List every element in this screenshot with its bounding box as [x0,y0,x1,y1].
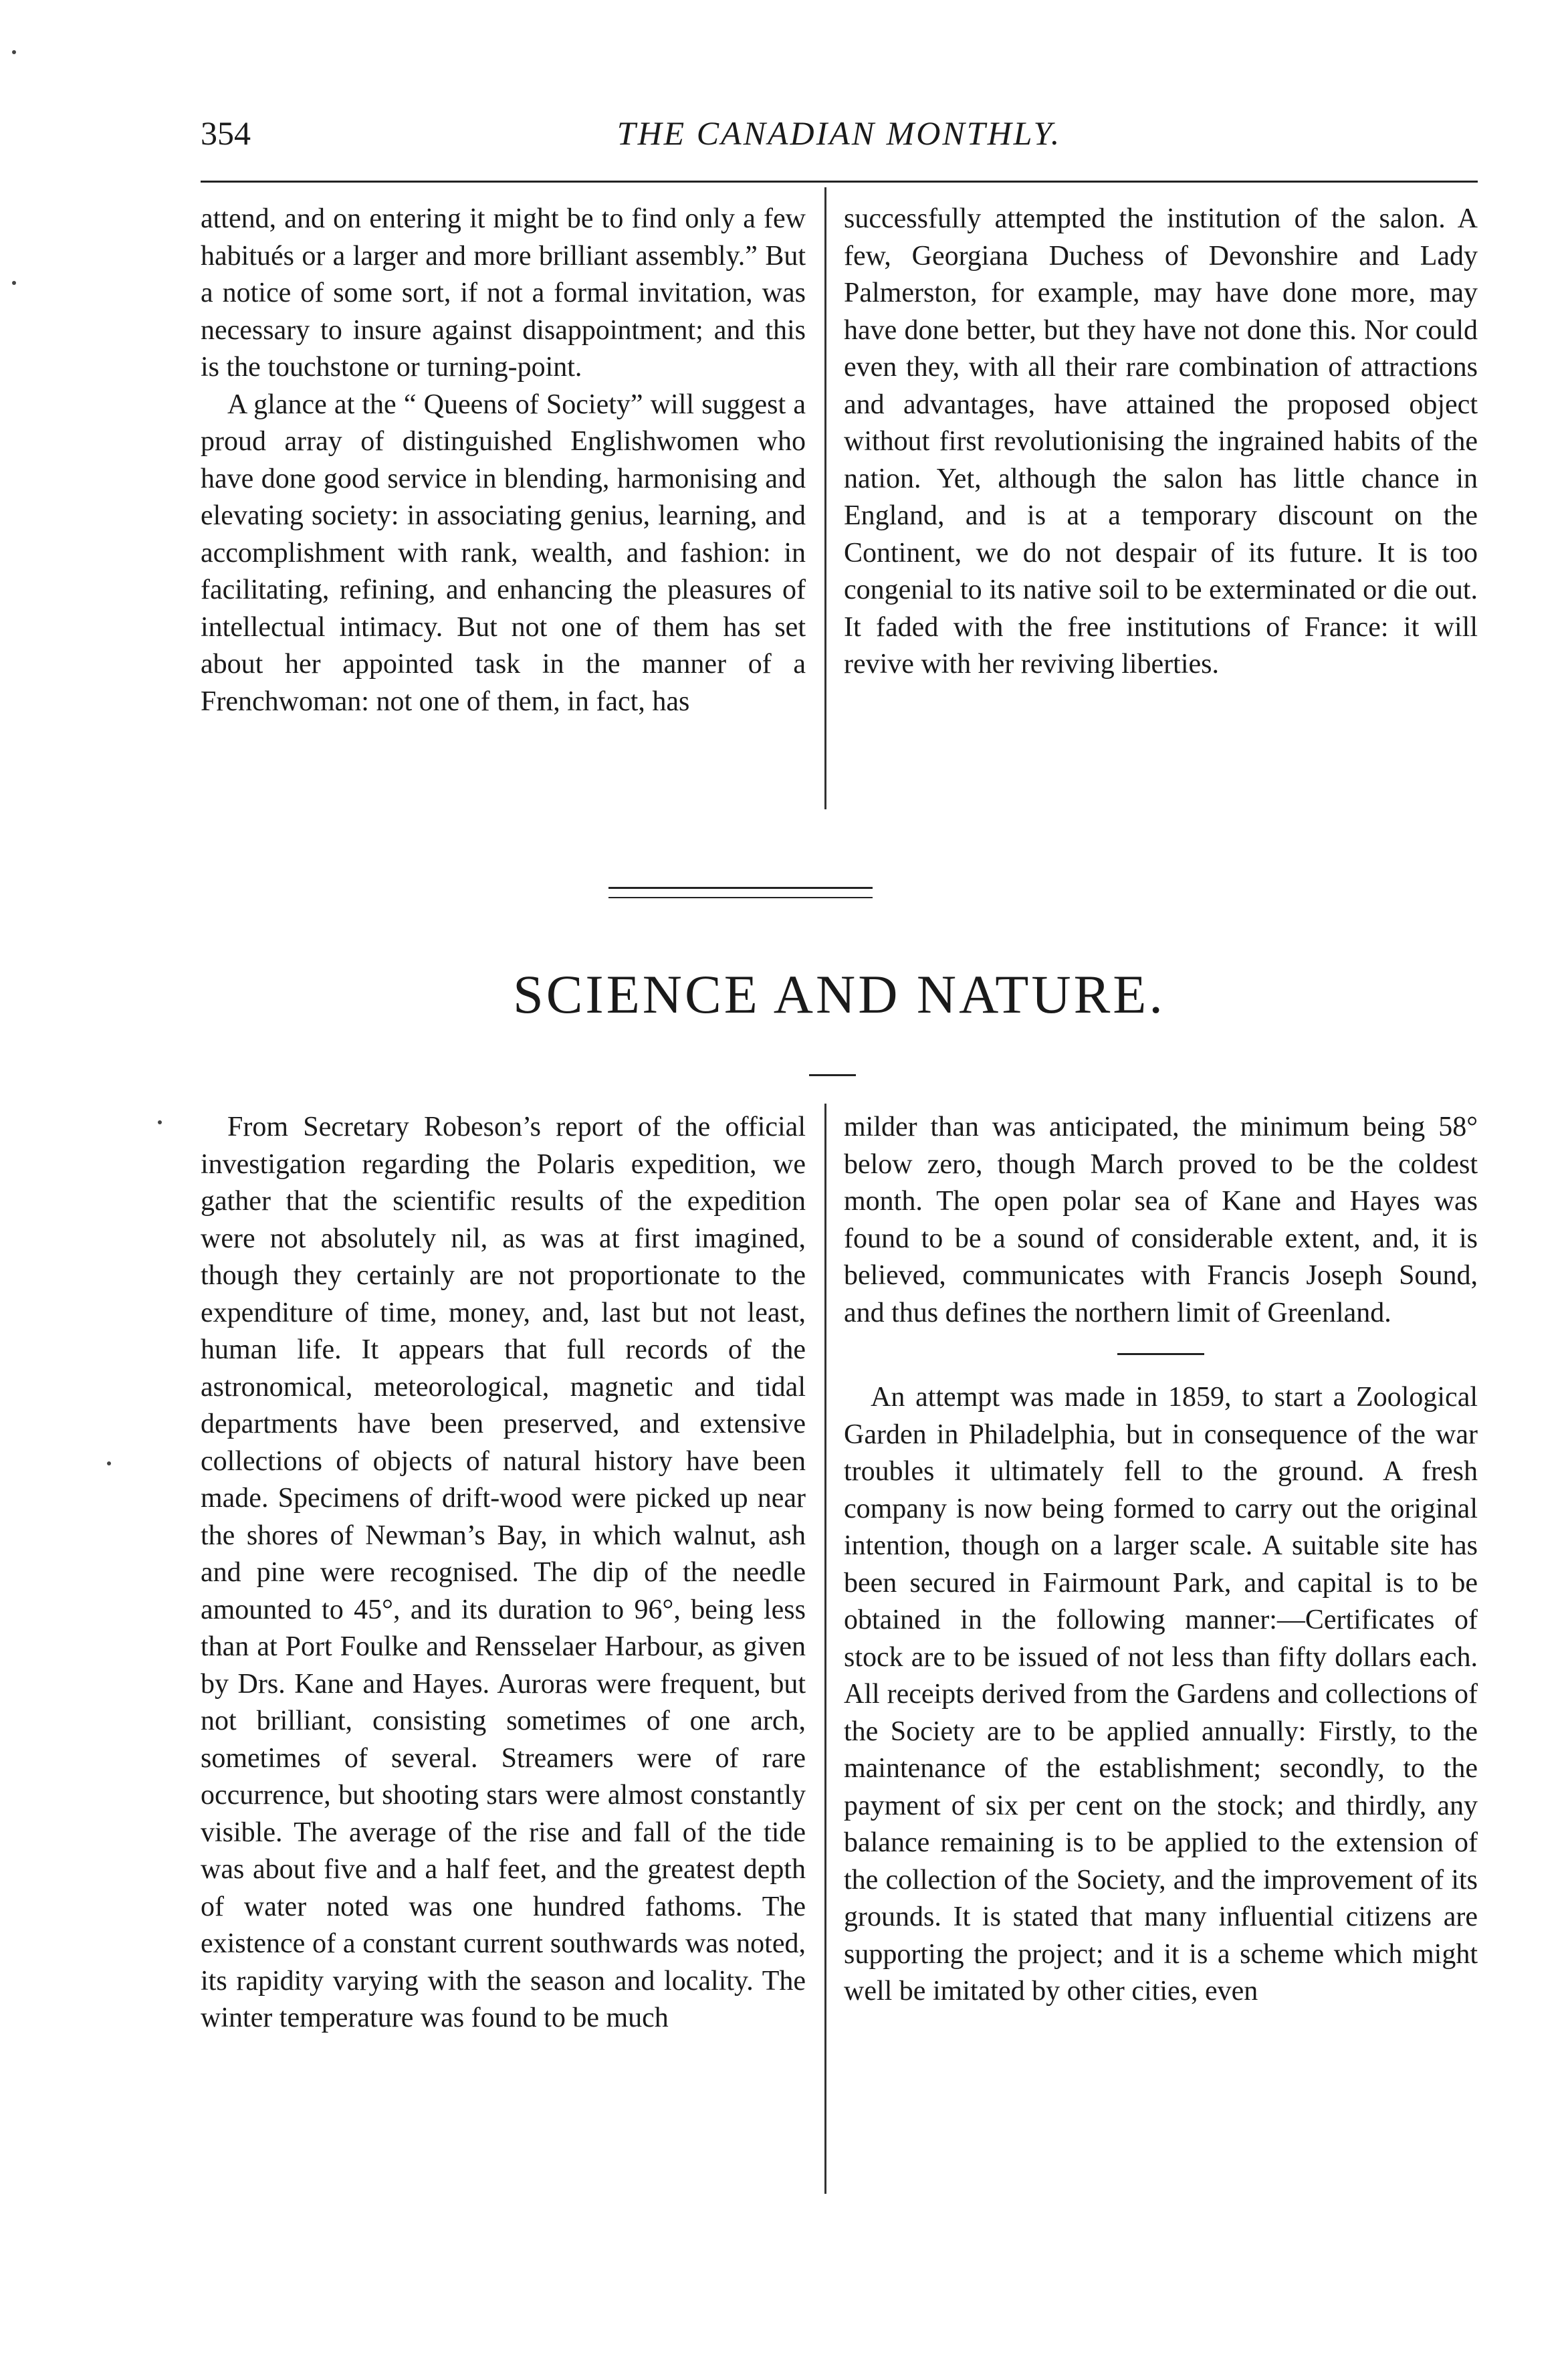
upper-column-rule [824,187,826,809]
page-number: 354 [201,114,251,152]
scan-mark [12,50,16,54]
scan-mark [12,281,16,285]
section-break-rule-bottom [608,897,873,898]
lower-left-column [201,1109,806,2037]
title-underline [809,1074,856,1076]
section-title: SCIENCE AND NATURE. [513,964,1165,1025]
running-head [201,114,1478,167]
upper-left-paragraph-2: A glance at the “ Queens of Society” will suggest a proud array of distinguished Englishwomen who have done good service in blending, harmonising and elevating society: in associating genius, learning, and accomplishment with rank, wealth, and fashion: in facilitating, refining, and enhancing the pleasures of intellectual intimacy. But not one of them has set about her appointed task in the manner of a Frenchwoman: not one of them, in fact, has [201,389,806,717]
header-rule [201,181,1478,183]
upper-left-paragraph-1: attend, and on entering it might be to find only a few habitués or a larger and more brilliant assembly.” But a notice of some sort, if not a formal invitation, was necessary to insure against disappointment; and this is the touchstone or turning-point. [201,203,806,383]
running-title: THE CANADIAN MONTHLY. [617,114,1062,152]
section-break-rule-top [608,887,873,889]
lower-right-paragraph-1: milder than was anticipated, the minimum being 58° below zero, though March proved to be the coldest month. The open polar sea of Kane and Hayes was found to be a sound of considerable extent, and, it is believed, communicates with Francis Joseph Sound, and thus defines the northern limit of Greenland. [844,1112,1478,1328]
lower-right-column [844,1109,1478,2011]
lower-right-paragraph-2: An attempt was made in 1859, to start a Zoological Garden in Philadelphia, but in consequence of the war troubles it ultimately fell to the ground. A fresh company is now being formed to carry out the original intention, though on a larger scale. A suitable site has been secured in Fairmount Park, and capital is to be obtained in the following manner:—Certificates of stock are to be issued of not less than fifty dollars each. All receipts derived from the Gardens and collections of the Society are to be applied annually: Firstly, to the maintenance of the establishment; secondly, to the payment of six per cent on the stock; and thirdly, any balance remaining is to be applied to the extension of the collection of the Society, and the improvement of its grounds. It is stated that many influential citizens are supporting the project; and it is a scheme which might well be imitated by other cities, even [844,1382,1478,2007]
lower-left-paragraph-1: From Secretary Robeson’s report of the official investigation regarding the Polaris expedition, we gather that the scientific results of the expedition were not absolutely nil, as was at first imagined, though they certainly are not proportionate to the expenditure of time, money, and, last but not least, human life. It appears that full records of the astronomical, meteorological, magnetic and tidal departments have been preserved, and extensive collections of objects of natural history have been made. Specimens of drift-wood were picked up near the shores of Newman’s Bay, in which walnut, ash and pine were recognised. The dip of the needle amounted to 45°, and its duration to 96°, being less than at Port Foulke and Rensselaer Harbour, as given by Drs. Kane and Hayes. Auroras were frequent, but not brilliant, consisting sometimes of one arch, sometimes of several. Streamers were of rare occurrence, but shooting stars were almost constantly visible. The average of the rise and fall of the tide was about five and a half feet, and the greatest depth of water noted was one hundred fathoms. The existence of a constant current southwards was noted, its rapidity varying with the season and locality. The winter temperature was found to be much [201,1112,806,2033]
scan-mark [107,1461,111,1465]
paragraph-separator [1117,1353,1204,1355]
upper-right-column [844,201,1478,684]
lower-column-rule [824,1104,826,2194]
upper-right-paragraph-1: successfully attempted the institution of the salon. A few, Georgiana Duchess of Devonshire and Lady Palmerston, for example, may have done more, may have done better, but they have not done this. Nor could even they, with all their rare combination of attractions and advantages, have attained the proposed object without first revolutionising the ingrained habits of the nation. Yet, although the salon has little chance in England, and is at a temporary discount on the Continent, we do not despair of its future. It is too congenial to its native soil to be exterminated or die out. It faded with the free institutions of France: it will revive with her reviving liberties. [844,203,1478,680]
scan-mark [158,1120,162,1124]
upper-left-column [201,201,806,720]
